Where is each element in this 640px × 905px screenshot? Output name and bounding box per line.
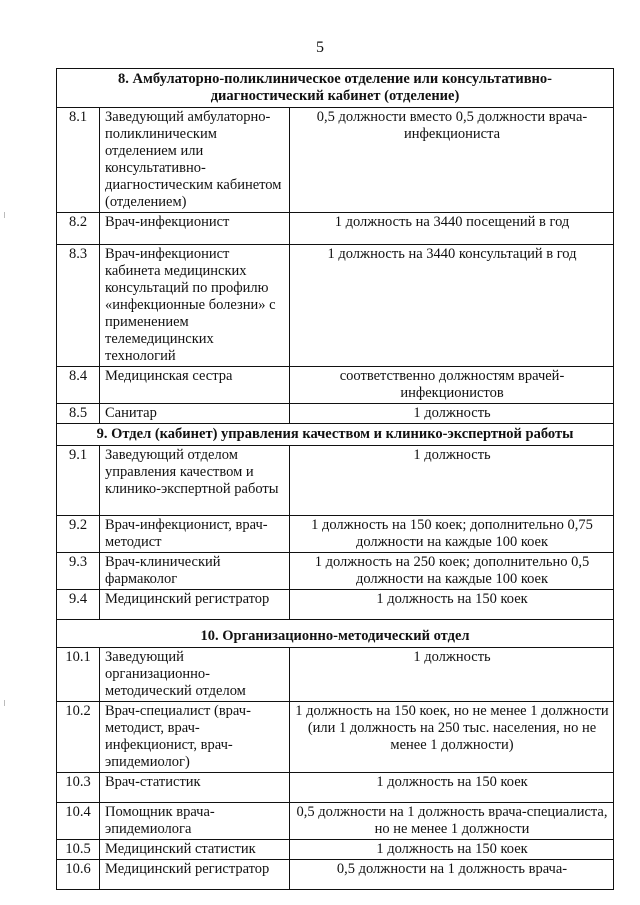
row-number: 10.1 [57,648,100,702]
row-number: 10.2 [57,702,100,773]
row-number: 10.5 [57,840,100,860]
row-number: 8.2 [57,213,100,245]
table-row [57,404,614,424]
norm-cell: 1 должность на 150 коек [290,840,614,860]
position-cell: Санитар [100,404,290,424]
norm-cell: 1 должность на 250 коек; дополнительно 0,5 должности на каждые 100 коек [290,553,614,590]
row-number: 10.3 [57,773,100,803]
position-cell: Заведующий отделом управления качеством и клинико-экспертной работы [100,446,290,516]
position-cell: Врач-статистик [100,773,290,803]
position-cell: Медицинская сестра [100,367,290,404]
norm-cell: соответственно должностям врачей-инфекционистов [290,367,614,404]
staffing-table [56,68,614,890]
table-row [57,840,614,860]
row-number: 10.6 [57,860,100,890]
table-row [57,516,614,553]
position-cell: Врач-инфекционист, врач-методист [100,516,290,553]
row-number: 9.2 [57,516,100,553]
norm-cell: 1 должность [290,648,614,702]
row-number: 9.3 [57,553,100,590]
section-header-row [57,620,614,648]
position-cell: Врач-инфекционист кабинета медицинских консультаций по профилю «инфекционные болезни» с применением телемедицинских технологий [100,245,290,367]
norm-cell: 1 должность на 150 коек [290,590,614,620]
position-cell: Врач-специалист (врач-методист, врач-инфекционист, врач-эпидемиолог) [100,702,290,773]
table-row [57,553,614,590]
row-number: 8.5 [57,404,100,424]
position-cell: Врач-клинический фармаколог [100,553,290,590]
scan-margin-mark [4,700,5,706]
section-header-row [57,69,614,108]
section-title: 10. Организационно-методический отдел [57,620,614,648]
norm-cell: 1 должность на 150 коек, но не менее 1 должности (или 1 должность на 250 тыс. населения, но не менее 1 должности) [290,702,614,773]
norm-cell: 1 должность [290,404,614,424]
row-number: 8.4 [57,367,100,404]
norm-cell: 1 должность на 3440 посещений в год [290,213,614,245]
table-row [57,245,614,367]
norm-cell: 1 должность [290,446,614,516]
row-number: 8.1 [57,108,100,213]
table-row [57,590,614,620]
table-row [57,367,614,404]
section-header-row [57,424,614,446]
position-cell: Врач-инфекционист [100,213,290,245]
table-row [57,773,614,803]
row-number: 9.1 [57,446,100,516]
norm-cell: 1 должность на 150 коек [290,773,614,803]
section-title: 9. Отдел (кабинет) управления качеством и клинико-экспертной работы [57,424,614,446]
page-number: 5 [316,39,324,56]
table-row [57,446,614,516]
position-cell: Заведующий амбулаторно-поликлиническим отделением или консультативно-диагностическим кабинетом (отделением) [100,108,290,213]
position-cell: Помощник врача-эпидемиолога [100,803,290,840]
position-cell: Медицинский регистратор [100,860,290,890]
row-number: 9.4 [57,590,100,620]
section-title: 8. Амбулаторно-поликлиническое отделение или консультативно-диагностический кабинет (отделение) [57,69,614,108]
table-row [57,702,614,773]
table-row [57,648,614,702]
row-number: 8.3 [57,245,100,367]
table-row [57,860,614,890]
position-cell: Медицинский регистратор [100,590,290,620]
norm-cell: 0,5 должности на 1 должность врача- [290,860,614,890]
position-cell: Заведующий организационно-методический отделом [100,648,290,702]
row-number: 10.4 [57,803,100,840]
position-cell: Медицинский статистик [100,840,290,860]
scan-margin-mark [4,212,5,218]
table-row [57,108,614,213]
norm-cell: 0,5 должности на 1 должность врача-специалиста, но не менее 1 должности [290,803,614,840]
table-row [57,213,614,245]
norm-cell: 0,5 должности вместо 0,5 должности врача-инфекциониста [290,108,614,213]
norm-cell: 1 должность на 150 коек; дополнительно 0,75 должности на каждые 100 коек [290,516,614,553]
norm-cell: 1 должность на 3440 консультаций в год [290,245,614,367]
table-row [57,803,614,840]
